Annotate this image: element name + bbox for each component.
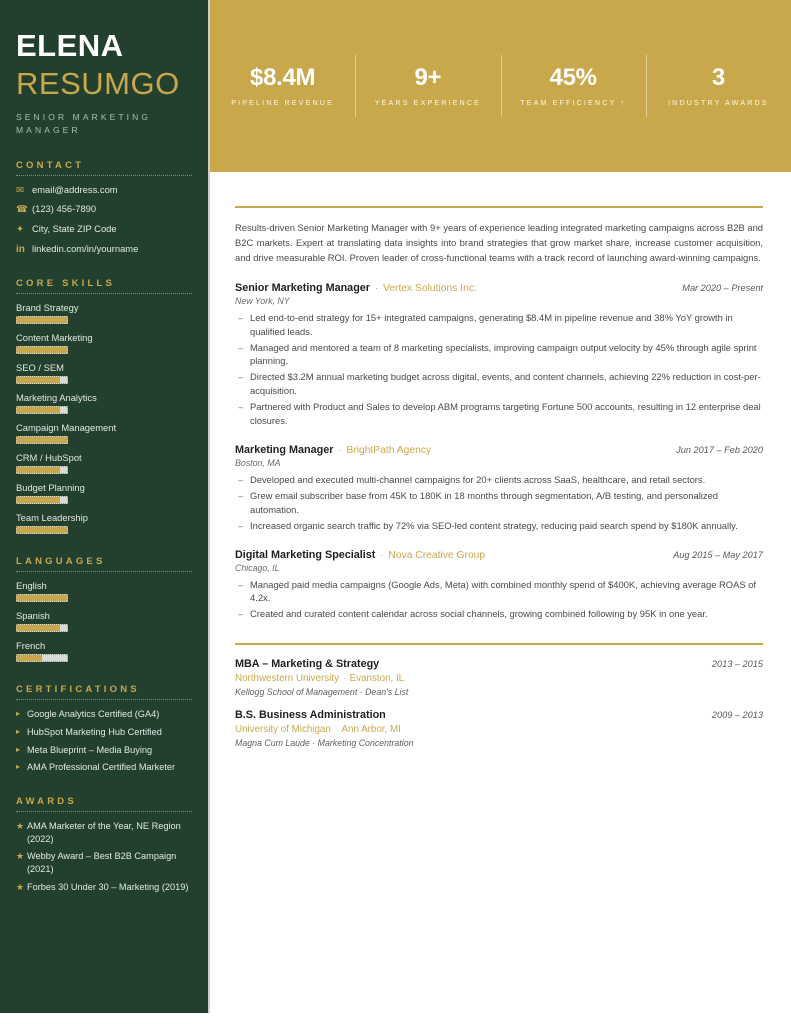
education-section — [235, 658, 763, 748]
certification-item-text: AMA Professional Certified Marketer — [27, 762, 176, 773]
certifications-list — [16, 708, 192, 774]
company-name[interactable]: Vertex Solutions Inc. — [383, 282, 477, 294]
job-dates: Mar 2020 – Present — [682, 282, 763, 293]
job-bullet — [235, 370, 763, 398]
language-row — [16, 640, 192, 662]
bullet-dash-icon: – — [238, 489, 244, 501]
job-bullet — [235, 607, 763, 621]
skill-row — [16, 482, 192, 504]
experience-entry — [235, 282, 763, 428]
job-location: New York, NY — [235, 295, 290, 306]
skill-row — [16, 452, 192, 474]
skill-label: Team Leadership — [16, 512, 88, 524]
contact-item[interactable] — [16, 223, 192, 236]
skill-row — [16, 512, 192, 534]
stat-label: PIPELINE REVENUE — [231, 98, 334, 108]
job-bullet-text: Increased organic search traffic by 72% via SEO-led content strategy, reducing paid search spend by $180K annually. — [250, 519, 738, 531]
job-bullet — [235, 519, 763, 533]
certification-item-text: HubSpot Marketing Hub Certified — [27, 726, 162, 737]
job-bullet-list — [235, 311, 763, 428]
certification-item-text: Google Analytics Certified (GA4) — [27, 709, 160, 720]
skill-bar-fill — [17, 347, 67, 353]
school-line — [235, 724, 763, 735]
experience-header — [235, 549, 763, 561]
skill-label: SEO / SEM — [16, 362, 64, 374]
stat-value: 9+ — [414, 63, 442, 91]
awards-section — [16, 796, 192, 893]
school-location: Ann Arbor, MI — [341, 724, 401, 736]
last-name: RESUMGO — [16, 65, 180, 101]
skill-bar-track — [16, 624, 68, 632]
experience-header — [235, 282, 763, 294]
star-icon: ★ — [16, 881, 25, 892]
job-bullet-text: Developed and executed multi-channel campaigns for 20+ clients across SaaS, healthcare, and retail sectors. — [250, 473, 706, 485]
skill-bar-track — [16, 346, 68, 354]
certifications-divider — [16, 699, 192, 700]
job-role: Marketing Manager — [235, 443, 334, 456]
stats-bar — [210, 0, 791, 172]
bullet-dash-icon: – — [238, 519, 244, 531]
job-bullet-text: Created and curated content calendar across social channels, growing combined following by 95K in one year. — [250, 608, 708, 620]
envelope-icon: ✉ — [16, 184, 24, 196]
job-title: SENIOR MARKETING MANAGER — [16, 112, 152, 136]
company-name[interactable]: BrightPath Agency — [346, 444, 432, 456]
stat-value: $8.4M — [250, 63, 316, 91]
skill-bar-fill — [17, 625, 60, 631]
degree-name: MBA – Marketing & Strategy — [235, 658, 380, 671]
bullet-dash-icon: – — [238, 341, 244, 353]
skill-bar-track — [16, 316, 68, 324]
stat-item — [210, 65, 355, 107]
name-block — [16, 0, 192, 138]
core-skills-section — [16, 278, 192, 534]
language-label: Spanish — [16, 610, 50, 622]
education-entry — [235, 658, 763, 697]
job-bullet-text: Led end-to-end strategy for 15+ integrated campaigns, generating $8.4M in pipeline revenue and 38% YoY growth in qualified leads. — [250, 311, 733, 337]
stat-item — [355, 65, 500, 107]
skill-bar-track — [16, 654, 68, 662]
job-dates: Jun 2017 – Feb 2020 — [676, 444, 763, 455]
arrow-bullet-icon: ▸ — [16, 709, 21, 719]
experience-entry — [235, 444, 763, 533]
separator-dot: · — [338, 444, 342, 455]
skill-bar-fill — [17, 595, 67, 601]
stat-item — [501, 65, 646, 107]
core-skills-divider — [16, 293, 192, 294]
certification-item — [16, 761, 192, 774]
bullet-dash-icon: – — [238, 371, 244, 383]
degree-name: B.S. Business Administration — [235, 709, 386, 722]
degree-dates: 2013 – 2015 — [711, 659, 763, 670]
contact-text: email@address.com — [32, 183, 118, 195]
award-item-text: Webby Award – Best B2B Campaign (2021) — [27, 851, 177, 874]
contact-text: City, State ZIP Code — [32, 223, 117, 235]
linkedin-icon: in — [16, 244, 25, 256]
separator-dot: · — [334, 725, 338, 735]
summary-divider — [235, 206, 763, 208]
skill-bar-track — [16, 436, 68, 444]
separator-dot: · — [343, 674, 346, 684]
contact-list — [16, 184, 192, 257]
job-location: Chicago, IL — [235, 562, 280, 573]
bullet-dash-icon: – — [238, 578, 244, 590]
stat-label: YEARS EXPERIENCE — [374, 98, 482, 108]
separator-dot: · — [380, 549, 384, 560]
skill-bar-track — [16, 594, 68, 602]
core-skills-list — [16, 302, 192, 534]
skill-row — [16, 362, 192, 384]
language-row — [16, 580, 192, 602]
arrow-bullet-icon: ▸ — [16, 744, 21, 754]
core-skills-heading: CORE SKILLS — [16, 278, 116, 290]
skill-bar-track — [16, 406, 68, 414]
languages-heading: LANGUAGES — [16, 556, 106, 568]
languages-divider — [16, 571, 192, 572]
job-bullet — [235, 489, 763, 517]
job-location: Boston, MA — [235, 457, 281, 468]
bullet-dash-icon: – — [238, 473, 244, 485]
job-bullet — [235, 311, 763, 339]
job-role: Senior Marketing Manager — [235, 281, 370, 294]
award-item — [16, 820, 192, 845]
skill-row — [16, 332, 192, 354]
skill-row — [16, 392, 192, 414]
job-bullet-list — [235, 473, 763, 533]
star-icon: ★ — [16, 820, 25, 831]
contact-text: linkedin.com/in/yourname — [32, 243, 139, 255]
languages-section — [16, 556, 192, 662]
languages-list — [16, 580, 192, 662]
contact-text: (123) 456-7890 — [32, 203, 97, 215]
stat-value: 45% — [549, 63, 597, 91]
award-item — [16, 881, 192, 894]
skill-row — [16, 422, 192, 444]
job-role: Digital Marketing Specialist — [235, 548, 376, 561]
phone-icon: ☎ — [16, 204, 28, 216]
skill-bar-fill — [17, 317, 67, 323]
stat-value: 3 — [711, 63, 725, 91]
skill-label: Brand Strategy — [16, 302, 79, 314]
job-bullet — [235, 473, 763, 487]
experience-entry — [235, 549, 763, 622]
first-name: ELENA — [16, 28, 124, 63]
contact-divider — [16, 175, 192, 176]
experience-title-group — [235, 549, 485, 561]
school-location: Evanston, IL — [349, 673, 405, 685]
job-bullet-text: Grew email subscriber base from 45K to 180K in 18 months through segmentation, A/B testing, and personalized automation. — [250, 489, 718, 515]
award-item-text: Forbes 30 Under 30 – Marketing (2019) — [27, 881, 189, 892]
job-bullet-text: Directed $3.2M annual marketing budget across digital, events, and content channels, achieving 22% reduction in cost-per-acquisition. — [250, 371, 761, 397]
skill-row — [16, 302, 192, 324]
degree-dates: 2009 – 2013 — [711, 710, 763, 721]
school-name[interactable]: Northwestern University — [235, 673, 339, 685]
certification-item — [16, 708, 192, 721]
school-line — [235, 673, 763, 684]
education-note: Kellogg School of Management · Dean's List — [235, 687, 409, 698]
skill-bar-track — [16, 526, 68, 534]
contact-item[interactable] — [16, 184, 192, 197]
job-bullet-text: Managed and mentored a team of 8 marketing specialists, improving campaign output velocity by 45% through agile sprint planning. — [250, 341, 757, 367]
experience-header — [235, 444, 763, 456]
education-header — [235, 709, 763, 721]
job-bullet-text: Managed paid media campaigns (Google Ads, Meta) with combined monthly spend of $400K, achieving average ROAS of 4.2x. — [250, 578, 757, 604]
job-dates: Aug 2015 – May 2017 — [673, 549, 763, 560]
bullet-dash-icon: – — [238, 608, 244, 620]
education-entry — [235, 709, 763, 748]
arrow-bullet-icon: ▸ — [16, 762, 21, 772]
skill-bar-track — [16, 466, 68, 474]
bullet-dash-icon: – — [238, 311, 244, 323]
certification-item — [16, 726, 192, 739]
location-pin-icon: ✦ — [16, 224, 24, 236]
job-bullet — [235, 341, 763, 369]
job-bullet — [235, 578, 763, 606]
stat-label: TEAM EFFICIENCY ↑ — [520, 98, 627, 108]
education-header — [235, 658, 763, 670]
experience-section — [235, 282, 763, 622]
certifications-heading: CERTIFICATIONS — [16, 684, 140, 696]
star-icon: ★ — [16, 851, 25, 862]
sidebar — [0, 0, 208, 1013]
stat-item — [646, 65, 791, 107]
certification-item — [16, 744, 192, 757]
language-label: French — [16, 640, 46, 652]
job-bullet — [235, 400, 763, 428]
separator-dot: · — [375, 282, 378, 293]
skill-bar-fill — [17, 407, 60, 413]
job-bullet-text: Partnered with Product and Sales to develop ABM programs targeting Fortune 500 accounts, resulting in 12 enterprise deal closures. — [250, 401, 761, 427]
skill-bar-fill — [17, 377, 60, 383]
award-item — [16, 850, 192, 875]
awards-heading: AWARDS — [16, 795, 77, 807]
skill-bar-fill — [17, 437, 67, 443]
arrow-bullet-icon: ▸ — [16, 726, 21, 736]
job-bullet-list — [235, 578, 763, 622]
award-item-text: AMA Marketer of the Year, NE Region (2022) — [27, 820, 181, 844]
certification-item-text: Meta Blueprint – Media Buying — [27, 744, 153, 755]
skill-label: Campaign Management — [16, 422, 117, 434]
stat-label: INDUSTRY AWARDS — [668, 98, 769, 108]
contact-item[interactable] — [16, 243, 192, 256]
professional-summary: Results-driven Senior Marketing Manager with 9+ years of experience leading integrated marketing campaigns across B2B and B2C markets. Expert at translating data insights into brand strategies that grow market share, increase customer acquisition, and drive measurable ROI. Proven leader of cross-functional teams with a track record of launching award-winning campaigns. — [235, 222, 763, 264]
skill-label: Content Marketing — [16, 332, 93, 344]
language-label: English — [16, 580, 47, 592]
awards-divider — [16, 811, 192, 812]
bullet-dash-icon: – — [238, 401, 244, 413]
skill-bar-track — [16, 376, 68, 384]
education-note: Magna Cum Laude · Marketing Concentration — [235, 738, 414, 749]
certifications-section — [16, 684, 192, 774]
contact-item[interactable] — [16, 203, 192, 216]
skill-bar-fill — [17, 655, 42, 661]
experience-title-group — [235, 282, 477, 294]
contact-heading: CONTACT — [16, 159, 85, 171]
language-row — [16, 610, 192, 632]
skill-bar-fill — [17, 527, 67, 533]
skill-bar-fill — [17, 467, 60, 473]
education-divider — [235, 643, 763, 645]
experience-title-group — [235, 444, 431, 456]
awards-list — [16, 820, 192, 893]
skill-bar-fill — [17, 497, 60, 503]
main-content — [210, 172, 791, 1024]
school-name[interactable]: University of Michigan — [235, 724, 331, 736]
skill-label: Budget Planning — [16, 482, 85, 494]
skill-bar-track — [16, 496, 68, 504]
contact-section — [16, 160, 192, 257]
skill-label: CRM / HubSpot — [16, 452, 82, 464]
skill-label: Marketing Analytics — [16, 392, 97, 404]
company-name[interactable]: Nova Creative Group — [388, 549, 486, 561]
